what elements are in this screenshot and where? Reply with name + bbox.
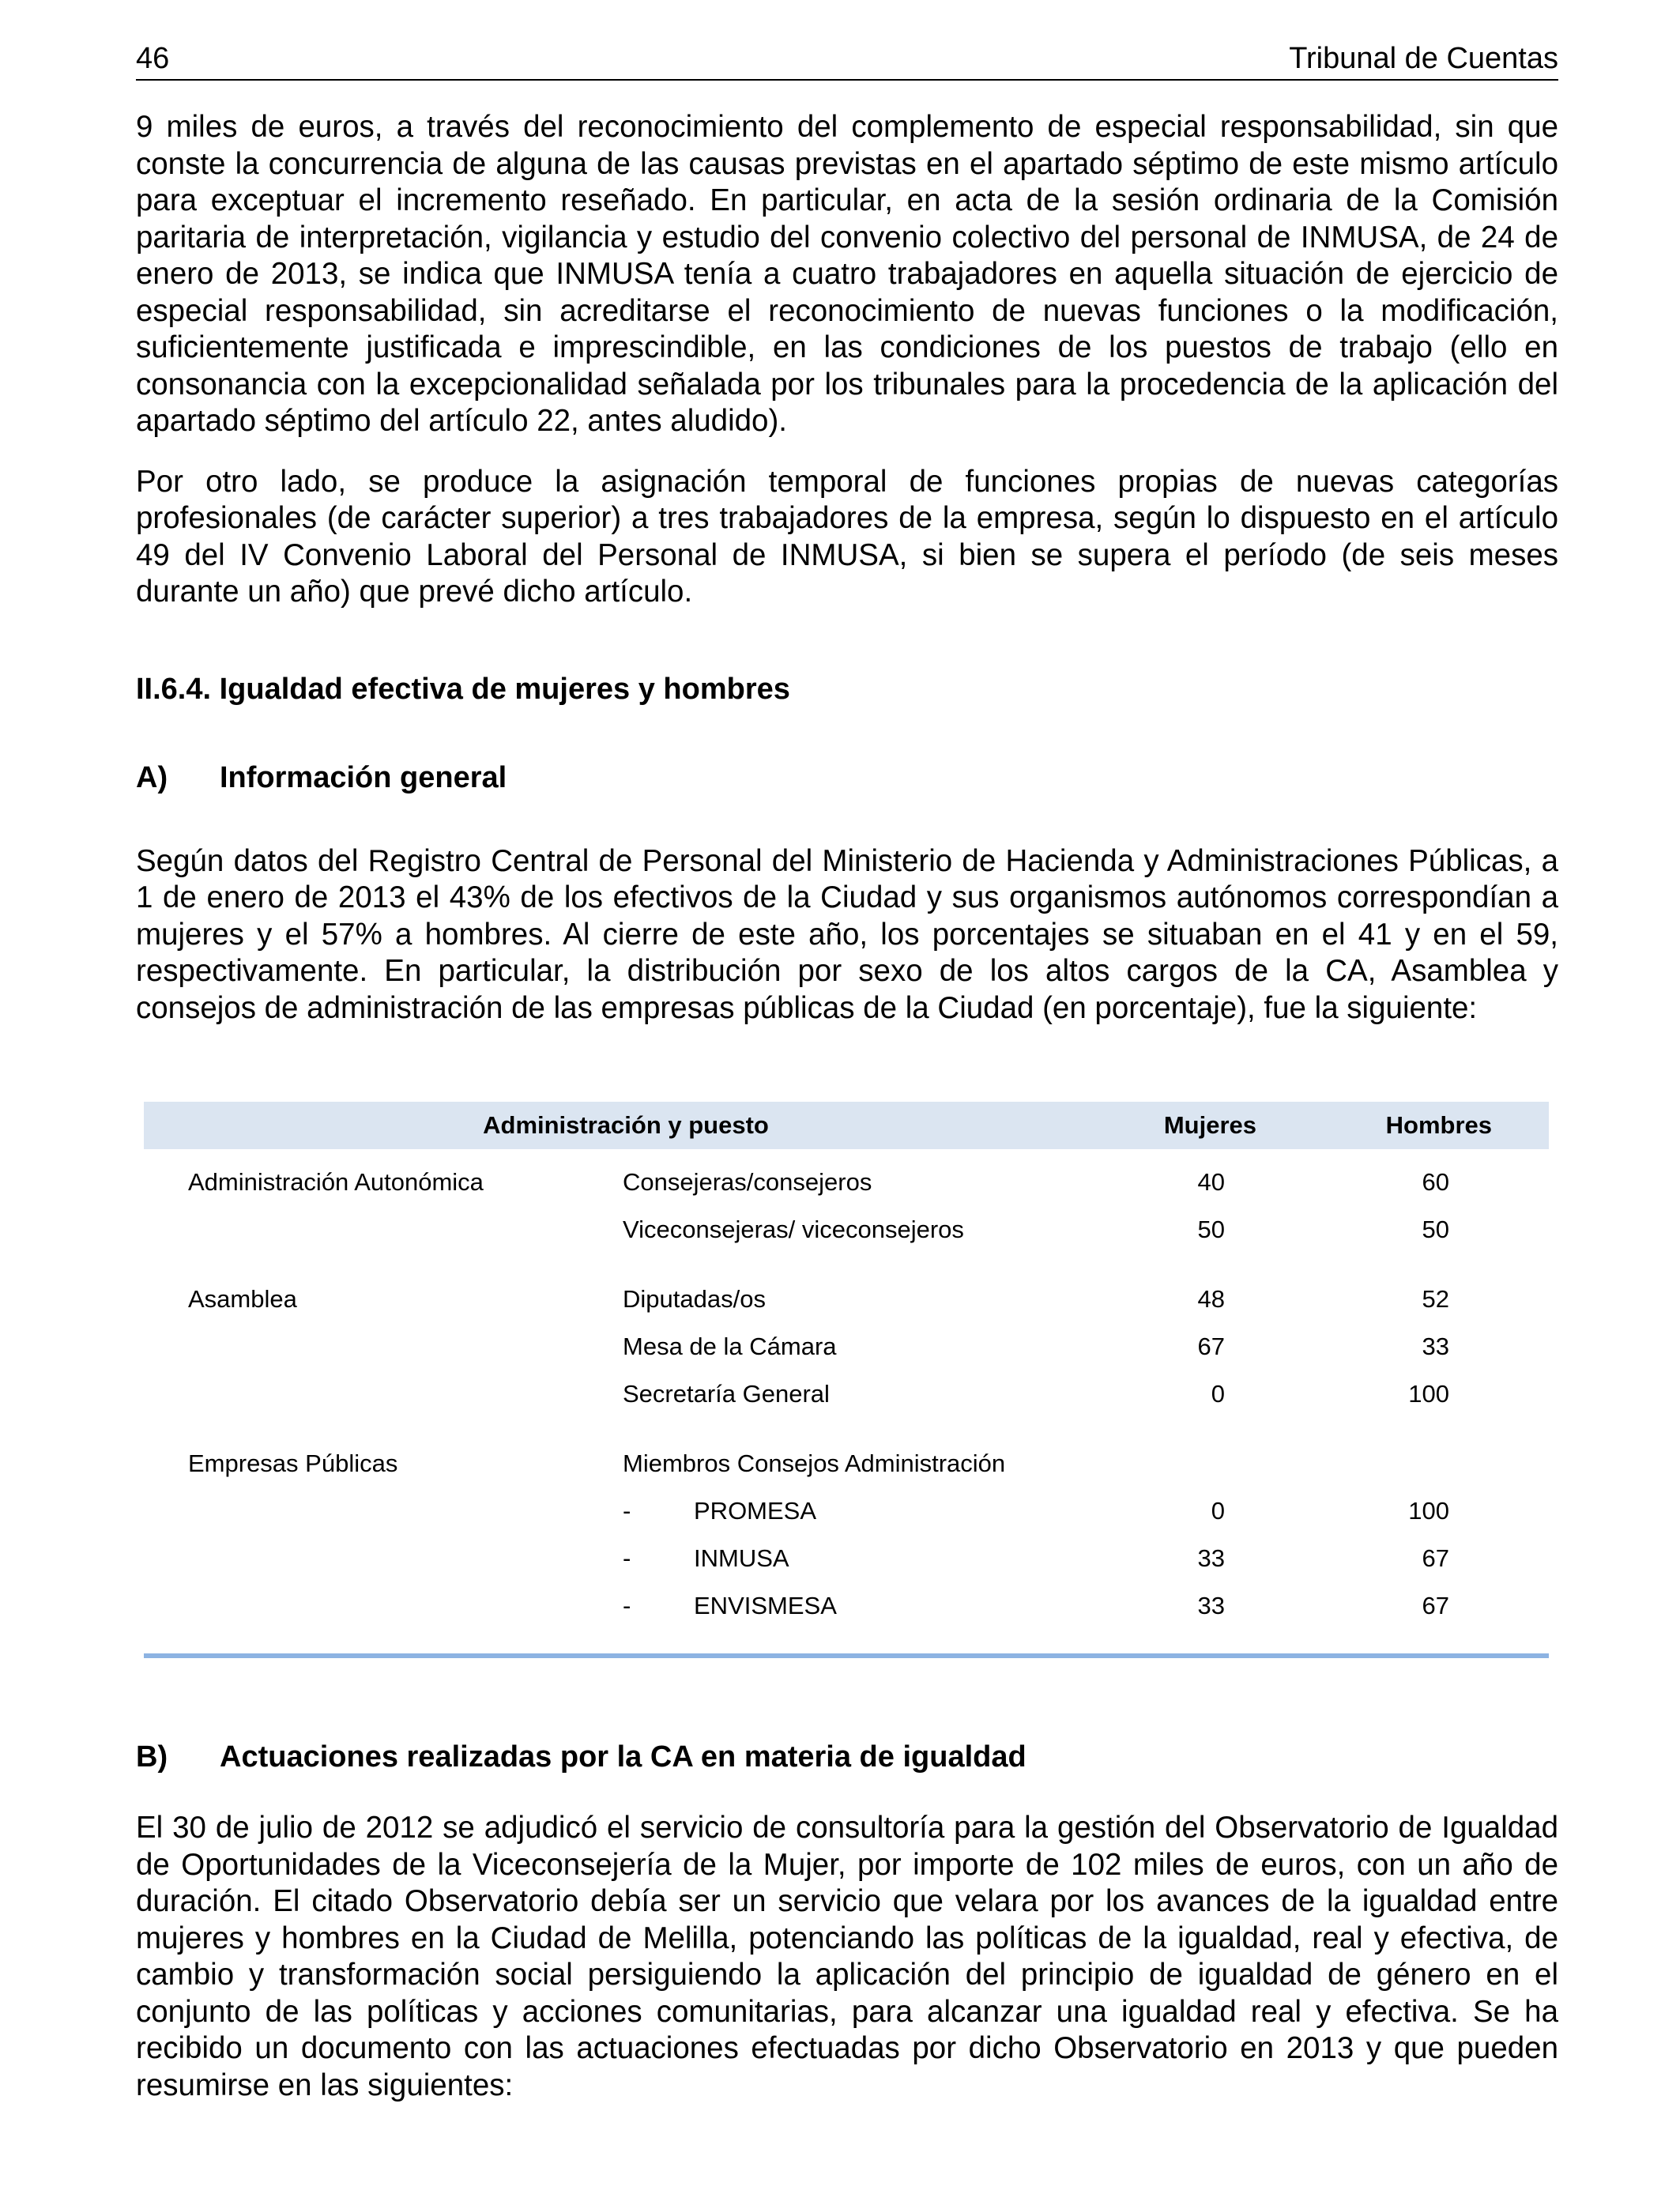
subsection-a-title: Información general (220, 760, 507, 794)
row-mujeres: 48 (1197, 1285, 1225, 1313)
row-hombres: 60 (1422, 1168, 1449, 1196)
row-hombres: 52 (1422, 1285, 1449, 1313)
row-hombres: 100 (1408, 1380, 1449, 1408)
table-row (144, 1370, 1549, 1418)
row-group: Empresas Públicas (188, 1449, 398, 1477)
page-header (136, 38, 1558, 81)
subsection-b-heading (136, 1739, 1026, 1775)
table-row (144, 1159, 1549, 1206)
table-bottom-rule (144, 1653, 1549, 1658)
page-number: 46 (136, 42, 170, 75)
document-page (136, 38, 1558, 2102)
row-puesto: PROMESA (694, 1497, 817, 1525)
row-dash: - (623, 1592, 631, 1619)
table-row (144, 1276, 1549, 1323)
table-row (144, 1535, 1549, 1582)
table-row (144, 1440, 1549, 1487)
table-row (144, 1582, 1549, 1630)
table-header (144, 1102, 1549, 1149)
row-hombres: 67 (1422, 1544, 1449, 1572)
row-hombres: 100 (1408, 1497, 1449, 1525)
row-puesto: INMUSA (694, 1544, 789, 1572)
table-row (144, 1206, 1549, 1253)
subsection-a-letter: A) (136, 760, 168, 794)
subsection-b-title: Actuaciones realizadas por la CA en materia de igualdad (220, 1740, 1026, 1774)
row-puesto: Mesa de la Cámara (623, 1333, 837, 1360)
paragraph-1: 9 miles de euros, a través del reconocimiento del complemento de especial responsabilidad, sin que conste la concurrencia de alguna de las causas previstas en el apartado séptimo de este mismo artículo para exceptuar el incremento reseñado. En particular, en acta de la sesión ordinaria de la Comisión paritaria de interpretación, vigilancia y estudio del convenio colectivo del personal de INMUSA, de 24 de enero de 2013, se indica que INMUSA tenía a cuatro trabajadores en aquella situación de ejercicio de especial responsabilidad, sin acreditarse el reconocimiento de nuevas funciones o la modificación, suficientemente justificada e imprescindible, en las condiciones de los puestos de trabajo (ello en consonancia con la excepcionalidad señalada por los tribunales para la procedencia de la aplicación del apartado séptimo del artículo 22, antes aludido). (136, 110, 1558, 438)
row-puesto: Viceconsejeras/ viceconsejeros (623, 1216, 964, 1243)
row-mujeres: 33 (1197, 1592, 1225, 1619)
subsection-b-letter: B) (136, 1740, 168, 1774)
header-mujeres: Mujeres (1163, 1111, 1256, 1139)
row-mujeres: 0 (1211, 1380, 1225, 1408)
row-group: Administración Autonómica (188, 1168, 484, 1196)
paragraph-4: El 30 de julio de 2012 se adjudicó el servicio de consultoría para la gestión del Observatorio de Igualdad de Oportunidades de la Viceconsejería de la Mujer, por importe de 102 miles de euros, con un año de duración. El citado Observatorio debía ser un servicio que velara por los avances de la igualdad entre mujeres y hombres en la Ciudad de Melilla, potenciando las políticas de la igualdad, real y efectiva, de cambio y transformación social persiguiendo la aplicación del principio de igualdad de género en el conjunto de las políticas y acciones comunitarias, para alcanzar una igualdad real y efectiva. Se ha recibido un documento con las actuaciones efectuadas por dicho Observatorio en 2013 y que pueden resumirse en las siguientes: (136, 1811, 1558, 2102)
row-mujeres: 0 (1211, 1497, 1225, 1525)
row-puesto: Diputadas/os (623, 1285, 766, 1313)
table-row (144, 1323, 1549, 1370)
row-mujeres: 40 (1197, 1168, 1225, 1196)
table-row (144, 1487, 1549, 1535)
row-mujeres: 67 (1197, 1333, 1225, 1360)
row-dash: - (623, 1497, 631, 1525)
row-mujeres: 33 (1197, 1544, 1225, 1572)
row-mujeres: 50 (1197, 1216, 1225, 1243)
row-hombres: 33 (1422, 1333, 1449, 1360)
page-header-title: Tribunal de Cuentas (1289, 42, 1558, 75)
row-puesto: Miembros Consejos Administración (623, 1449, 1006, 1477)
row-puesto: ENVISMESA (694, 1592, 837, 1619)
paragraph-3: Según datos del Registro Central de Personal del Ministerio de Hacienda y Administraciones Públicas, a 1 de enero de 2013 el 43% de los efectivos de la Ciudad y sus organismos autónomos correspondían a mujeres y el 57% a hombres. Al cierre de este año, los porcentajes se situaban en el 41 y en el 59, respectivamente. En particular, la distribución por sexo de los altos cargos de la CA, Asamblea y consejos de administración de las empresas públicas de la Ciudad (en porcentaje), fue la siguiente: (136, 843, 1558, 1025)
distribution-table (144, 1102, 1549, 1658)
subsection-a-heading (136, 760, 1558, 796)
header-hombres: Hombres (1385, 1111, 1492, 1139)
row-puesto: Consejeras/consejeros (623, 1168, 872, 1196)
paragraph-2: Por otro lado, se produce la asignación temporal de funciones propias de nuevas categorías profesionales (de carácter superior) a tres trabajadores de la empresa, según lo dispuesto en el artículo 49 del IV Convenio Laboral del Personal de INMUSA, si bien se supera el período (de seis meses durante un año) que prevé dicho artículo. (136, 464, 1558, 609)
row-dash: - (623, 1544, 631, 1572)
row-group: Asamblea (188, 1285, 297, 1313)
row-puesto: Secretaría General (623, 1380, 830, 1408)
row-hombres: 67 (1422, 1592, 1449, 1619)
header-admin: Administración y puesto (483, 1111, 769, 1139)
section-heading: II.6.4. Igualdad efectiva de mujeres y hombres (136, 672, 790, 706)
row-hombres: 50 (1422, 1216, 1449, 1243)
